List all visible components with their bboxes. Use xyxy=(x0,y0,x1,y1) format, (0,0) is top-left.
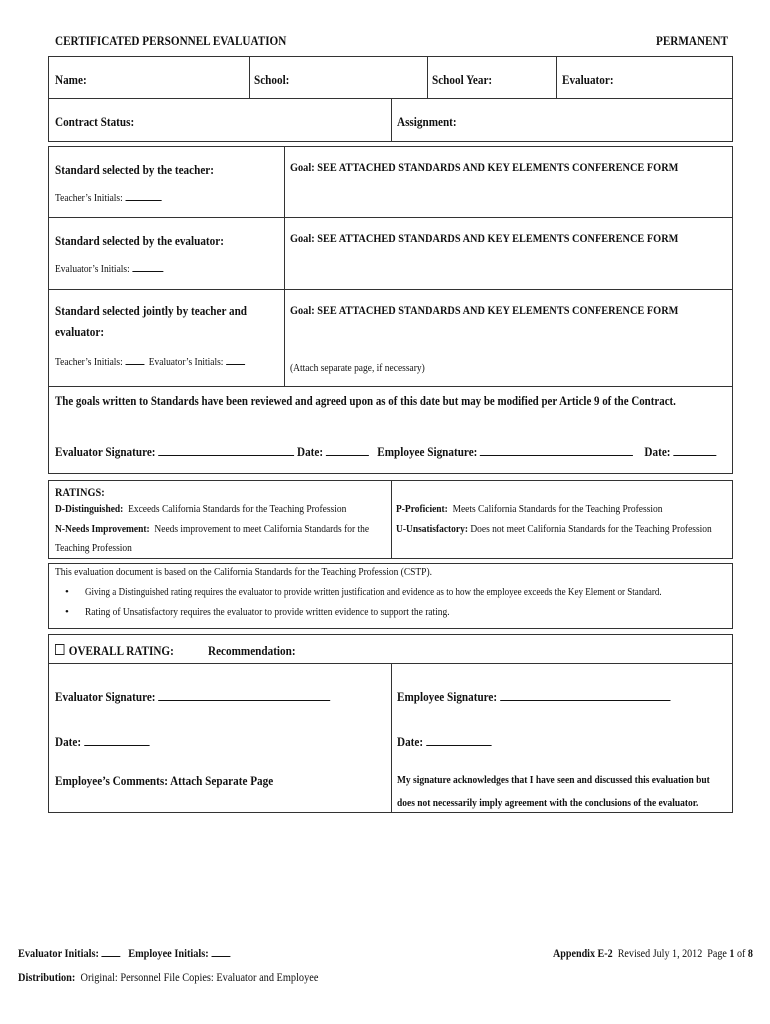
employee-signature-line[interactable] xyxy=(480,455,633,456)
teacher-standard-label: Standard selected by the teacher: xyxy=(55,162,214,177)
evaluator-goal: Goal: SEE ATTACHED STANDARDS AND KEY ELEMENTS CONFERENCE FORM xyxy=(290,231,679,245)
contract-status-field[interactable]: Contract Status: xyxy=(55,114,135,129)
joint-goal: Goal: SEE ATTACHED STANDARDS AND KEY ELEMENTS CONFERENCE FORM xyxy=(290,303,679,317)
ratings-title: RATINGS: xyxy=(55,485,105,499)
rating-needs-improvement: N-Needs Improvement: Needs improvement to meet California Standards for the xyxy=(55,523,370,535)
overall-checkbox[interactable] xyxy=(55,644,64,655)
cstp-intro: This evaluation document is based on the California Standards for the Teaching Profession (CSTP). xyxy=(55,566,432,578)
evaluator-standard-label: Standard selected by the evaluator: xyxy=(55,233,224,248)
employee-comments: Employee’s Comments: Attach Separate Page xyxy=(55,773,274,788)
rating-proficient: P-Proficient: Meets California Standards for the Teaching Profession xyxy=(396,503,663,515)
joint-initials-field[interactable]: Teacher’s Initials: Evaluator’s Initials: xyxy=(55,356,276,368)
evaluator-initials-field[interactable]: Evaluator’s Initials: xyxy=(55,263,181,275)
recommendation-label[interactable]: Recommendation: xyxy=(208,643,296,658)
school-field[interactable]: School: xyxy=(254,72,290,87)
overall-date-left[interactable]: Date: xyxy=(55,734,165,750)
form-title: CERTIFICATED PERSONNEL EVALUATION xyxy=(55,33,287,48)
rating-needs-improvement-cont: Teaching Profession xyxy=(55,542,132,554)
overall-evaluator-signature[interactable]: Evaluator Signature: xyxy=(55,689,375,705)
acknowledgement-1: My signature acknowledges that I have seen and discussed this evaluation but xyxy=(397,774,710,786)
date-line-2[interactable] xyxy=(673,455,716,456)
overall-employee-signature[interactable]: Employee Signature: xyxy=(397,689,715,705)
school-year-field[interactable]: School Year: xyxy=(432,72,493,87)
acknowledgement-2: does not necessarily imply agreement with the conclusions of the evaluator. xyxy=(397,797,699,809)
teacher-initials-field[interactable]: Teacher’s Initials: xyxy=(55,192,179,204)
joint-standard-label-2: evaluator: xyxy=(55,324,105,339)
footer-initials[interactable]: Evaluator Initials: Employee Initials: xyxy=(18,946,265,961)
overall-date-right[interactable]: Date: xyxy=(397,734,507,750)
assignment-field[interactable]: Assignment: xyxy=(397,114,457,129)
rating-distinguished: D-Distinguished: Exceeds California Standards for the Teaching Profession xyxy=(55,503,347,515)
evaluator-field[interactable]: Evaluator: xyxy=(562,72,614,87)
footer-appendix: Appendix E-2 Revised July 1, 2012 Page 1 of 8 xyxy=(553,946,753,960)
attach-note: (Attach separate page, if necessary) xyxy=(290,362,425,374)
date-line[interactable] xyxy=(326,455,369,456)
footer-distribution: Distribution: Original: Personnel File Copies: Evaluator and Employee xyxy=(18,970,319,984)
agreement-signature-row: Evaluator Signature: Date: Employee Signature: Date: xyxy=(55,444,770,460)
evaluator-signature-line[interactable] xyxy=(158,455,294,456)
name-field[interactable]: Name: xyxy=(55,72,87,87)
form-status: PERMANENT xyxy=(656,33,729,48)
rating-unsatisfactory: U-Unsatisfactory: Does not meet California Standards for the Teaching Profession xyxy=(396,523,712,535)
joint-standard-label: Standard selected jointly by teacher and xyxy=(55,303,248,318)
teacher-goal: Goal: SEE ATTACHED STANDARDS AND KEY ELEMENTS CONFERENCE FORM xyxy=(290,160,679,174)
agreement-statement: The goals written to Standards have been reviewed and agreed upon as of this date but may be modified per Article 9 of the Contract. xyxy=(55,393,676,408)
overall-rating-label[interactable]: OVERALL RATING: xyxy=(55,643,193,659)
